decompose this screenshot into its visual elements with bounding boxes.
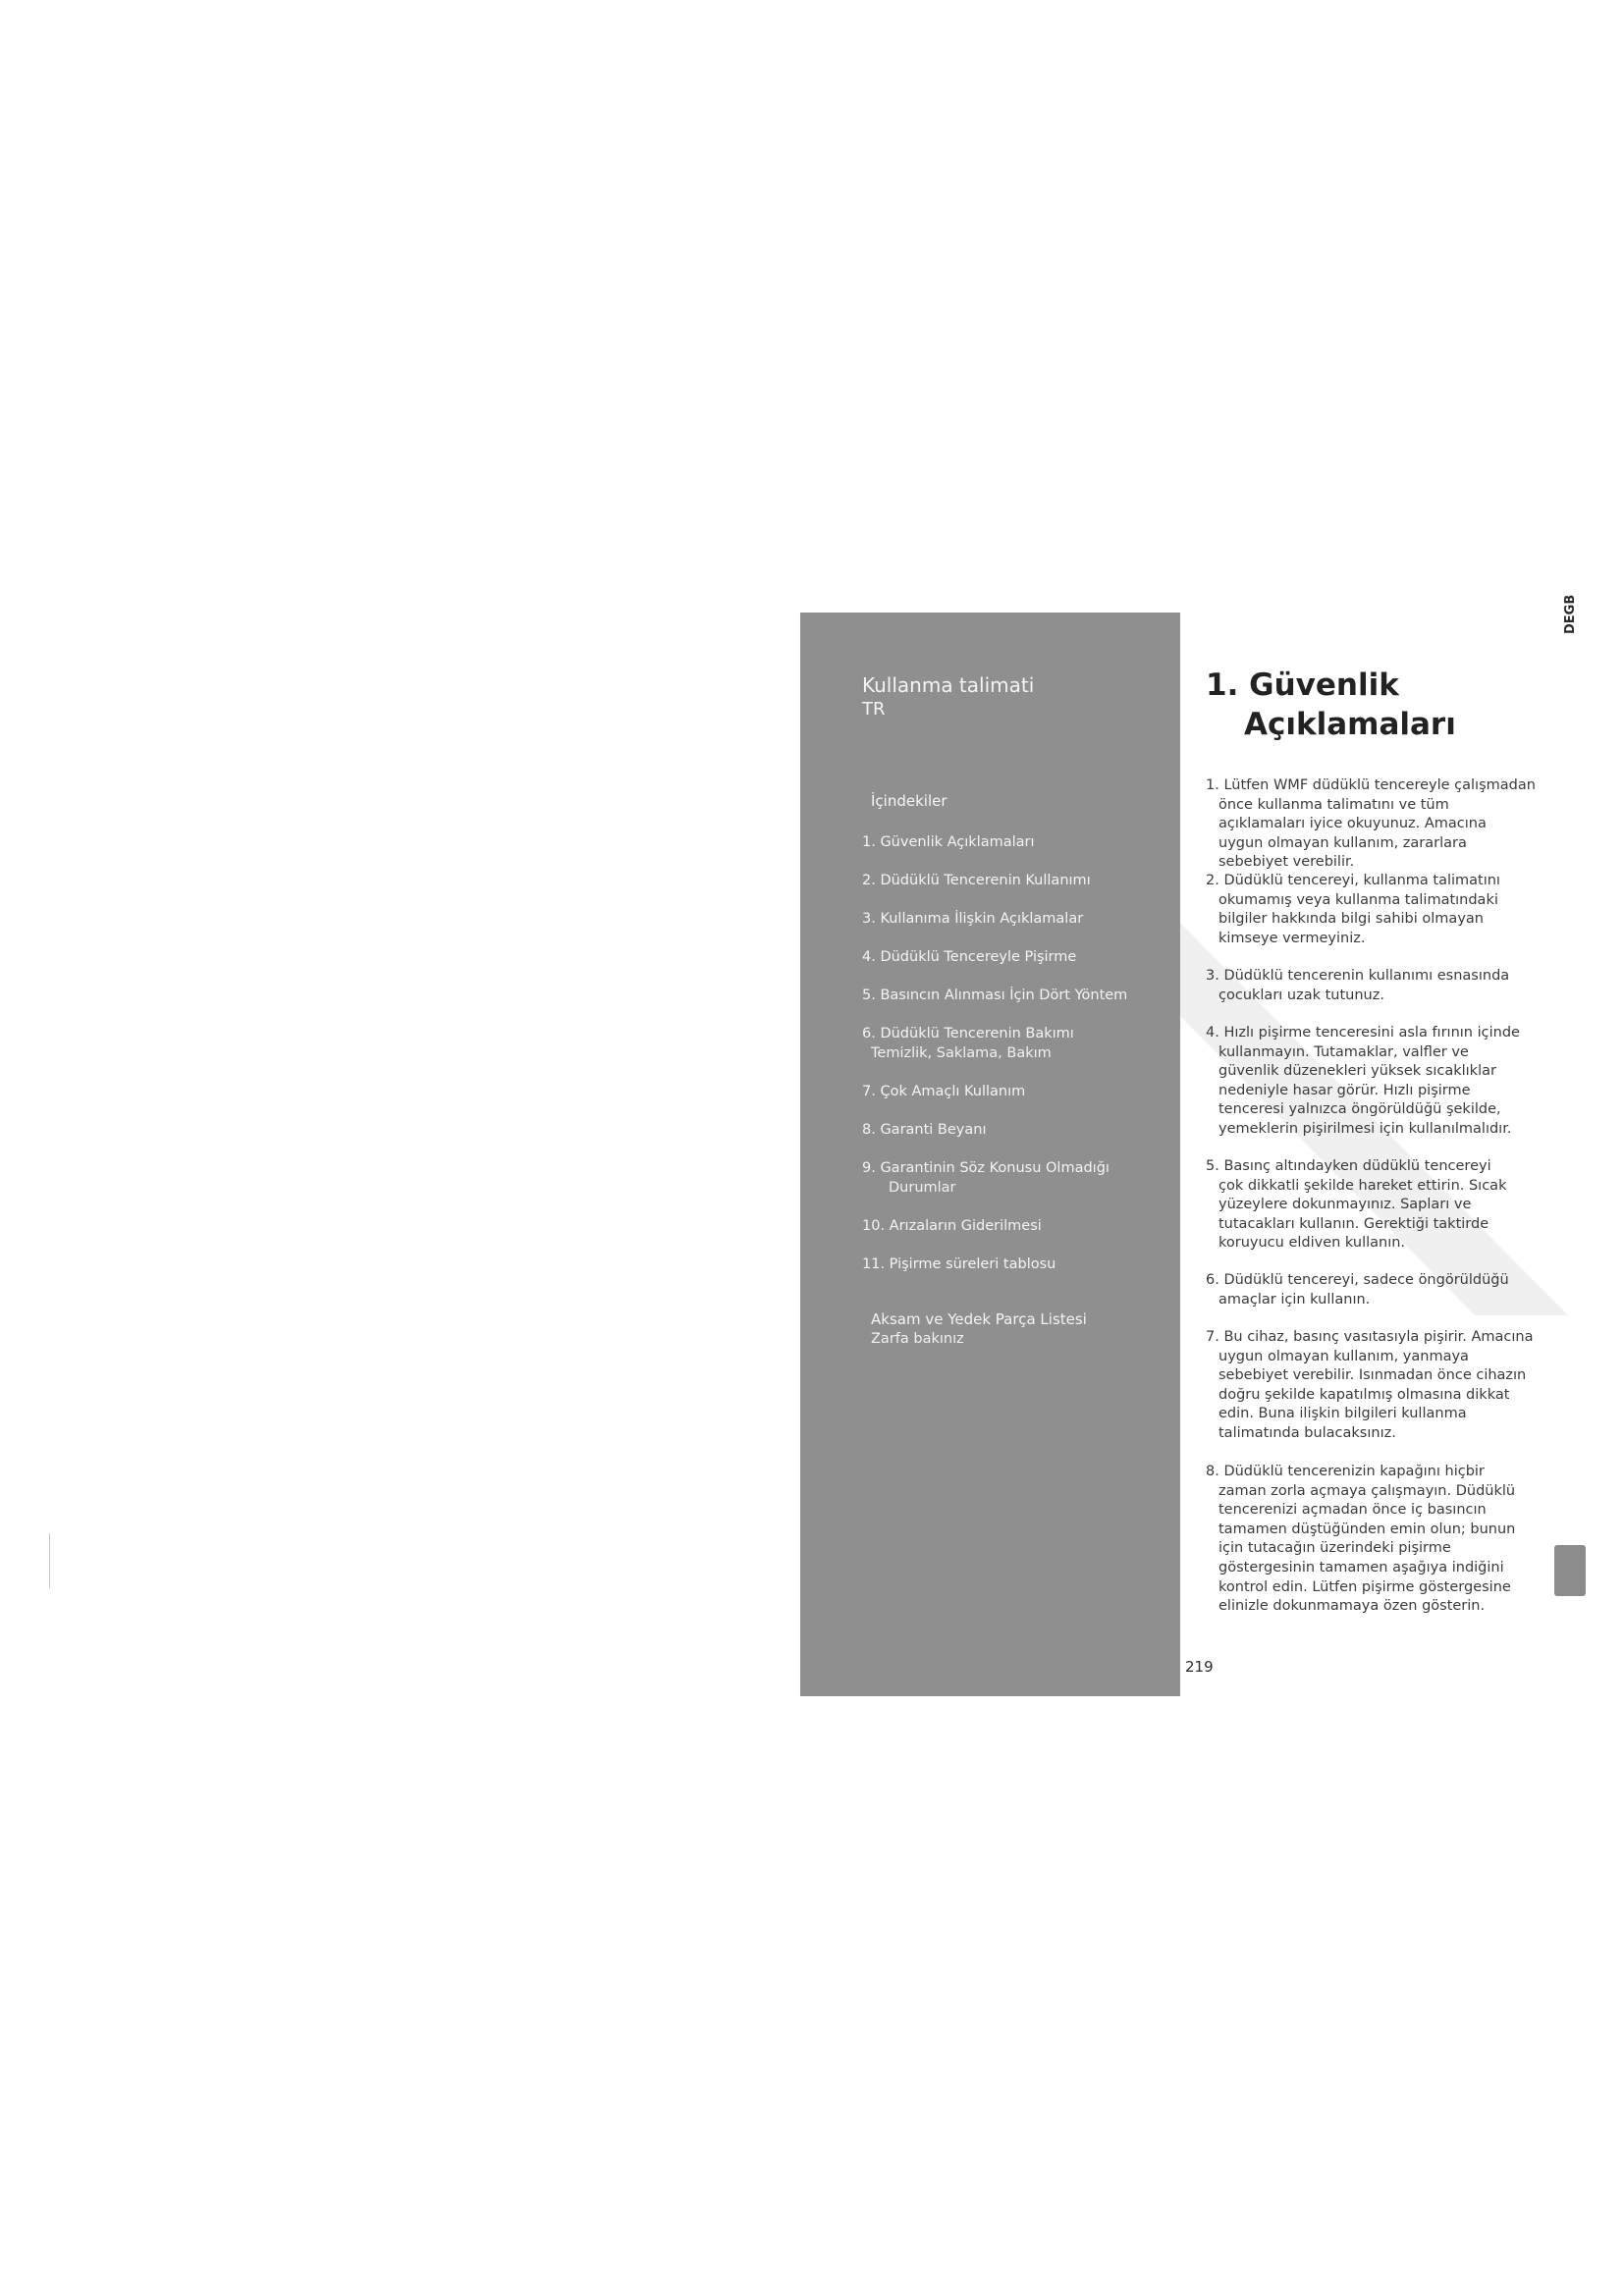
doc-language: TR — [862, 699, 886, 720]
doc-title: Kullanma talimati — [862, 673, 1035, 697]
toc-item-5: 5. Basıncın Alınması İçin Dört Yöntem — [862, 988, 1128, 1003]
safety-item-8-rest: zaman zorla açmaya çalışmayın. Düdüklü tencerenizi açmadan önce iç basıncın tamamen düştüğünden emin olun; bunun için tutacağın üzerindeki pişirme göstergesinin tamamen aşağıya indiğini kontrol edin. Lütfen pişirme göstergesine elinizle dokunmamaya özen gösterin. — [1218, 1482, 1516, 1615]
language-code-label: DEGB — [1563, 594, 1578, 634]
section-title-line1: 1. Güvenlik — [1206, 667, 1399, 703]
safety-item-7 — [1206, 1328, 1534, 1444]
safety-item-4 — [1206, 1024, 1530, 1140]
margin-rule — [49, 1533, 50, 1588]
page-number: 219 — [1185, 1658, 1214, 1676]
section-tab-marker — [1554, 1545, 1586, 1596]
safety-item-3-first: 3. Düdüklü tencerenin kullanımı esnasında — [1206, 968, 1510, 984]
safety-item-5-first: 5. Basınç altındayken düdüklü tencereyi — [1206, 1158, 1491, 1174]
safety-item-5-rest: çok dikkatli şekilde hareket ettirin. Sıcak yüzeylere dokunmayınız. Sapları ve tutacakları kullanın. Gerektiği taktirde koruyucu eldiven kullanın. — [1218, 1177, 1507, 1252]
toc-item-4: 4. Düdüklü Tencereyle Pişirme — [862, 949, 1077, 965]
safety-item-7-rest: uygun olmayan kullanım, yanmaya sebebiyet verebilir. Isınmadan önce cihazın doğru şekilde kapatılmış olmasına dikkat edin. Buna ilişkin bilgileri kullanma talimatında bulacaksınız. — [1218, 1348, 1527, 1441]
safety-item-6-rest: amaçlar için kullanın. — [1218, 1291, 1371, 1308]
toc-heading: İçindekiler — [871, 792, 947, 810]
section-title — [1206, 666, 1456, 744]
safety-item-7-first: 7. Bu cihaz, basınç vasıtasıyla pişirir. Amacına — [1206, 1329, 1534, 1345]
toc-item-9: 9. Garantinin Söz Konusu Olmadığı — [862, 1160, 1110, 1176]
safety-item-1 — [1206, 776, 1536, 873]
safety-item-2 — [1206, 872, 1530, 948]
safety-item-3 — [1206, 967, 1530, 1005]
section-title-line2: Açıklamaları — [1244, 707, 1456, 742]
toc-item-9-sub: Durumlar — [889, 1180, 956, 1196]
toc-item-2: 2. Düdüklü Tencerenin Kullanımı — [862, 873, 1091, 888]
safety-item-6 — [1206, 1271, 1530, 1309]
toc-item-3: 3. Kullanıma İlişkin Açıklamalar — [862, 911, 1084, 927]
toc-item-11: 11. Pişirme süreleri tablosu — [862, 1256, 1056, 1272]
safety-item-6-first: 6. Düdüklü tencereyi, sadece öngörüldüğü — [1206, 1272, 1509, 1288]
safety-item-8 — [1206, 1463, 1530, 1617]
safety-item-5 — [1206, 1157, 1530, 1254]
sidebar — [800, 613, 1180, 1696]
safety-item-4-first: 4. Hızlı pişirme tenceresini asla fırının içinde — [1206, 1025, 1520, 1041]
toc-item-10: 10. Arızaların Giderilmesi — [862, 1218, 1042, 1234]
safety-item-1-rest: önce kullanma talimatını ve tüm açıklamaları iyice okuyunuz. Amacına uygun olmayan kullanım, zararlara sebebiyet verebilir. — [1218, 796, 1487, 871]
safety-item-1-first: 1. Lütfen WMF düdüklü tencereyle çalışmadan — [1206, 777, 1536, 793]
toc-item-6: 6. Düdüklü Tencerenin Bakımı — [862, 1026, 1074, 1041]
safety-item-8-first: 8. Düdüklü tencerenizin kapağını hiçbir — [1206, 1464, 1485, 1479]
toc-item-8: 8. Garanti Beyanı — [862, 1122, 987, 1138]
safety-item-4-rest: kullanmayın. Tutamaklar, valfler ve güvenlik düzenekleri yüksek sıcaklıklar nedeniyle hasar görür. Hızlı pişirme tenceresi yalnızca öngörüldüğü şekilde, yemeklerin pişirilmesi için kullanılmalıdır. — [1218, 1043, 1512, 1137]
parts-list-title: Aksam ve Yedek Parça Listesi — [871, 1310, 1087, 1328]
toc-item-1: 1. Güvenlik Açıklamaları — [862, 834, 1035, 850]
safety-item-3-rest: çocukları uzak tutunuz. — [1218, 987, 1384, 1003]
safety-item-2-rest: okumamış veya kullanma talimatındaki bilgiler hakkında bilgi sahibi olmayan kimseye vermeyiniz. — [1218, 891, 1498, 946]
toc-item-7: 7. Çok Amaçlı Kullanım — [862, 1084, 1026, 1099]
parts-list-note: Zarfa bakınız — [871, 1331, 964, 1347]
safety-item-2-first: 2. Düdüklü tencereyi, kullanma talimatını — [1206, 873, 1500, 888]
toc-item-6-sub: Temizlik, Saklama, Bakım — [871, 1045, 1052, 1061]
